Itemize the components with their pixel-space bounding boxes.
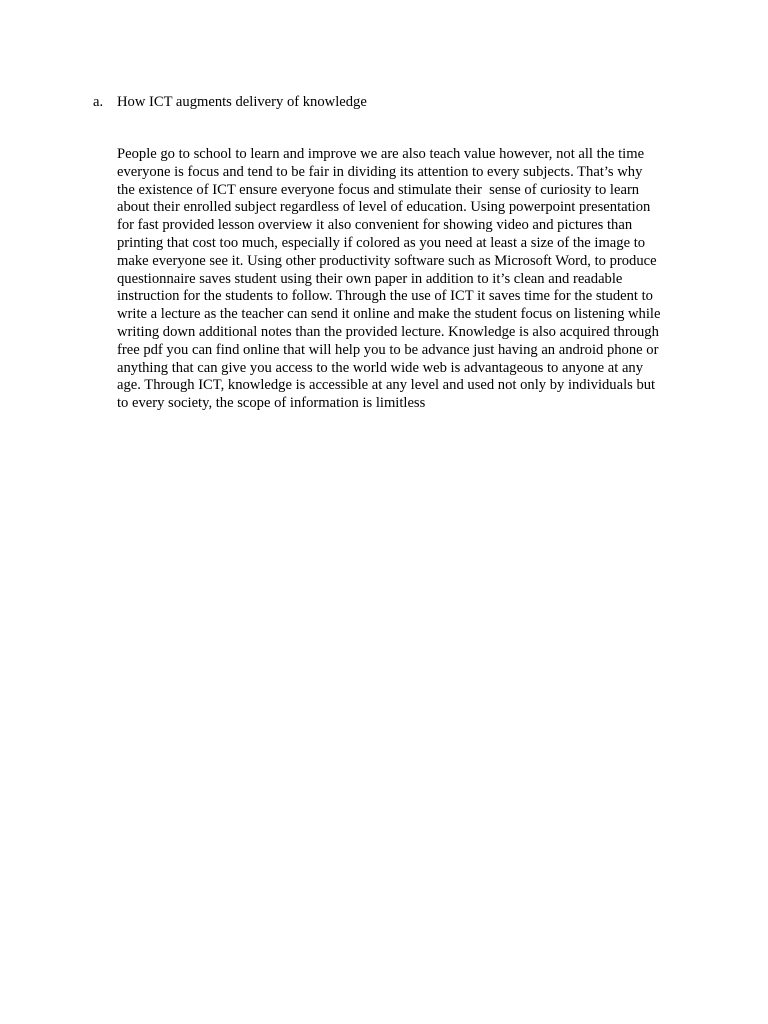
paragraph-line: printing that cost too much, especially if colored as you need at least a size of the image to [117,234,646,251]
paragraph-line: everyone is focus and tend to be fair in dividing its attention to every subjects. That’s why [117,163,643,180]
paragraph-line: write a lecture as the teacher can send it online and make the student focus on listening while [117,306,661,323]
section-heading: How ICT augments delivery of knowledge [117,94,367,110]
paragraph-line: to every society, the scope of information is limitless [117,395,426,412]
paragraph-line: about their enrolled subject regardless of level of education. Using powerpoint presentation [117,199,651,216]
paragraph-line: questionnaire saves student using their own paper in addition to it’s clean and readable [117,270,623,287]
paragraph-line: writing down additional notes than the provided lecture. Knowledge is also acquired through [117,323,659,340]
paragraph-line: People go to school to learn and improve we are also teach value however, not all the time [117,146,645,162]
paragraph-line: for fast provided lesson overview it also convenient for showing video and pictures than [117,217,633,234]
paragraph-line: free pdf you can find online that will help you to be advance just having an android phone or [117,341,659,358]
paragraph-line: make everyone see it. Using other productivity software such as Microsoft Word, to produce [117,252,657,269]
body-paragraph [117,146,679,413]
list-marker: a. [93,94,104,110]
paragraph-line: age. Through ICT, knowledge is accessible at any level and used not only by individuals but [117,377,656,394]
paragraph-line: the existence of ICT ensure everyone focus and stimulate their sense of curiosity to learn [117,181,640,198]
paragraph-line: instruction for the students to follow. Through the use of ICT it saves time for the student to [117,288,653,305]
paragraph-line: anything that can give you access to the world wide web is advantageous to anyone at any [117,359,644,376]
